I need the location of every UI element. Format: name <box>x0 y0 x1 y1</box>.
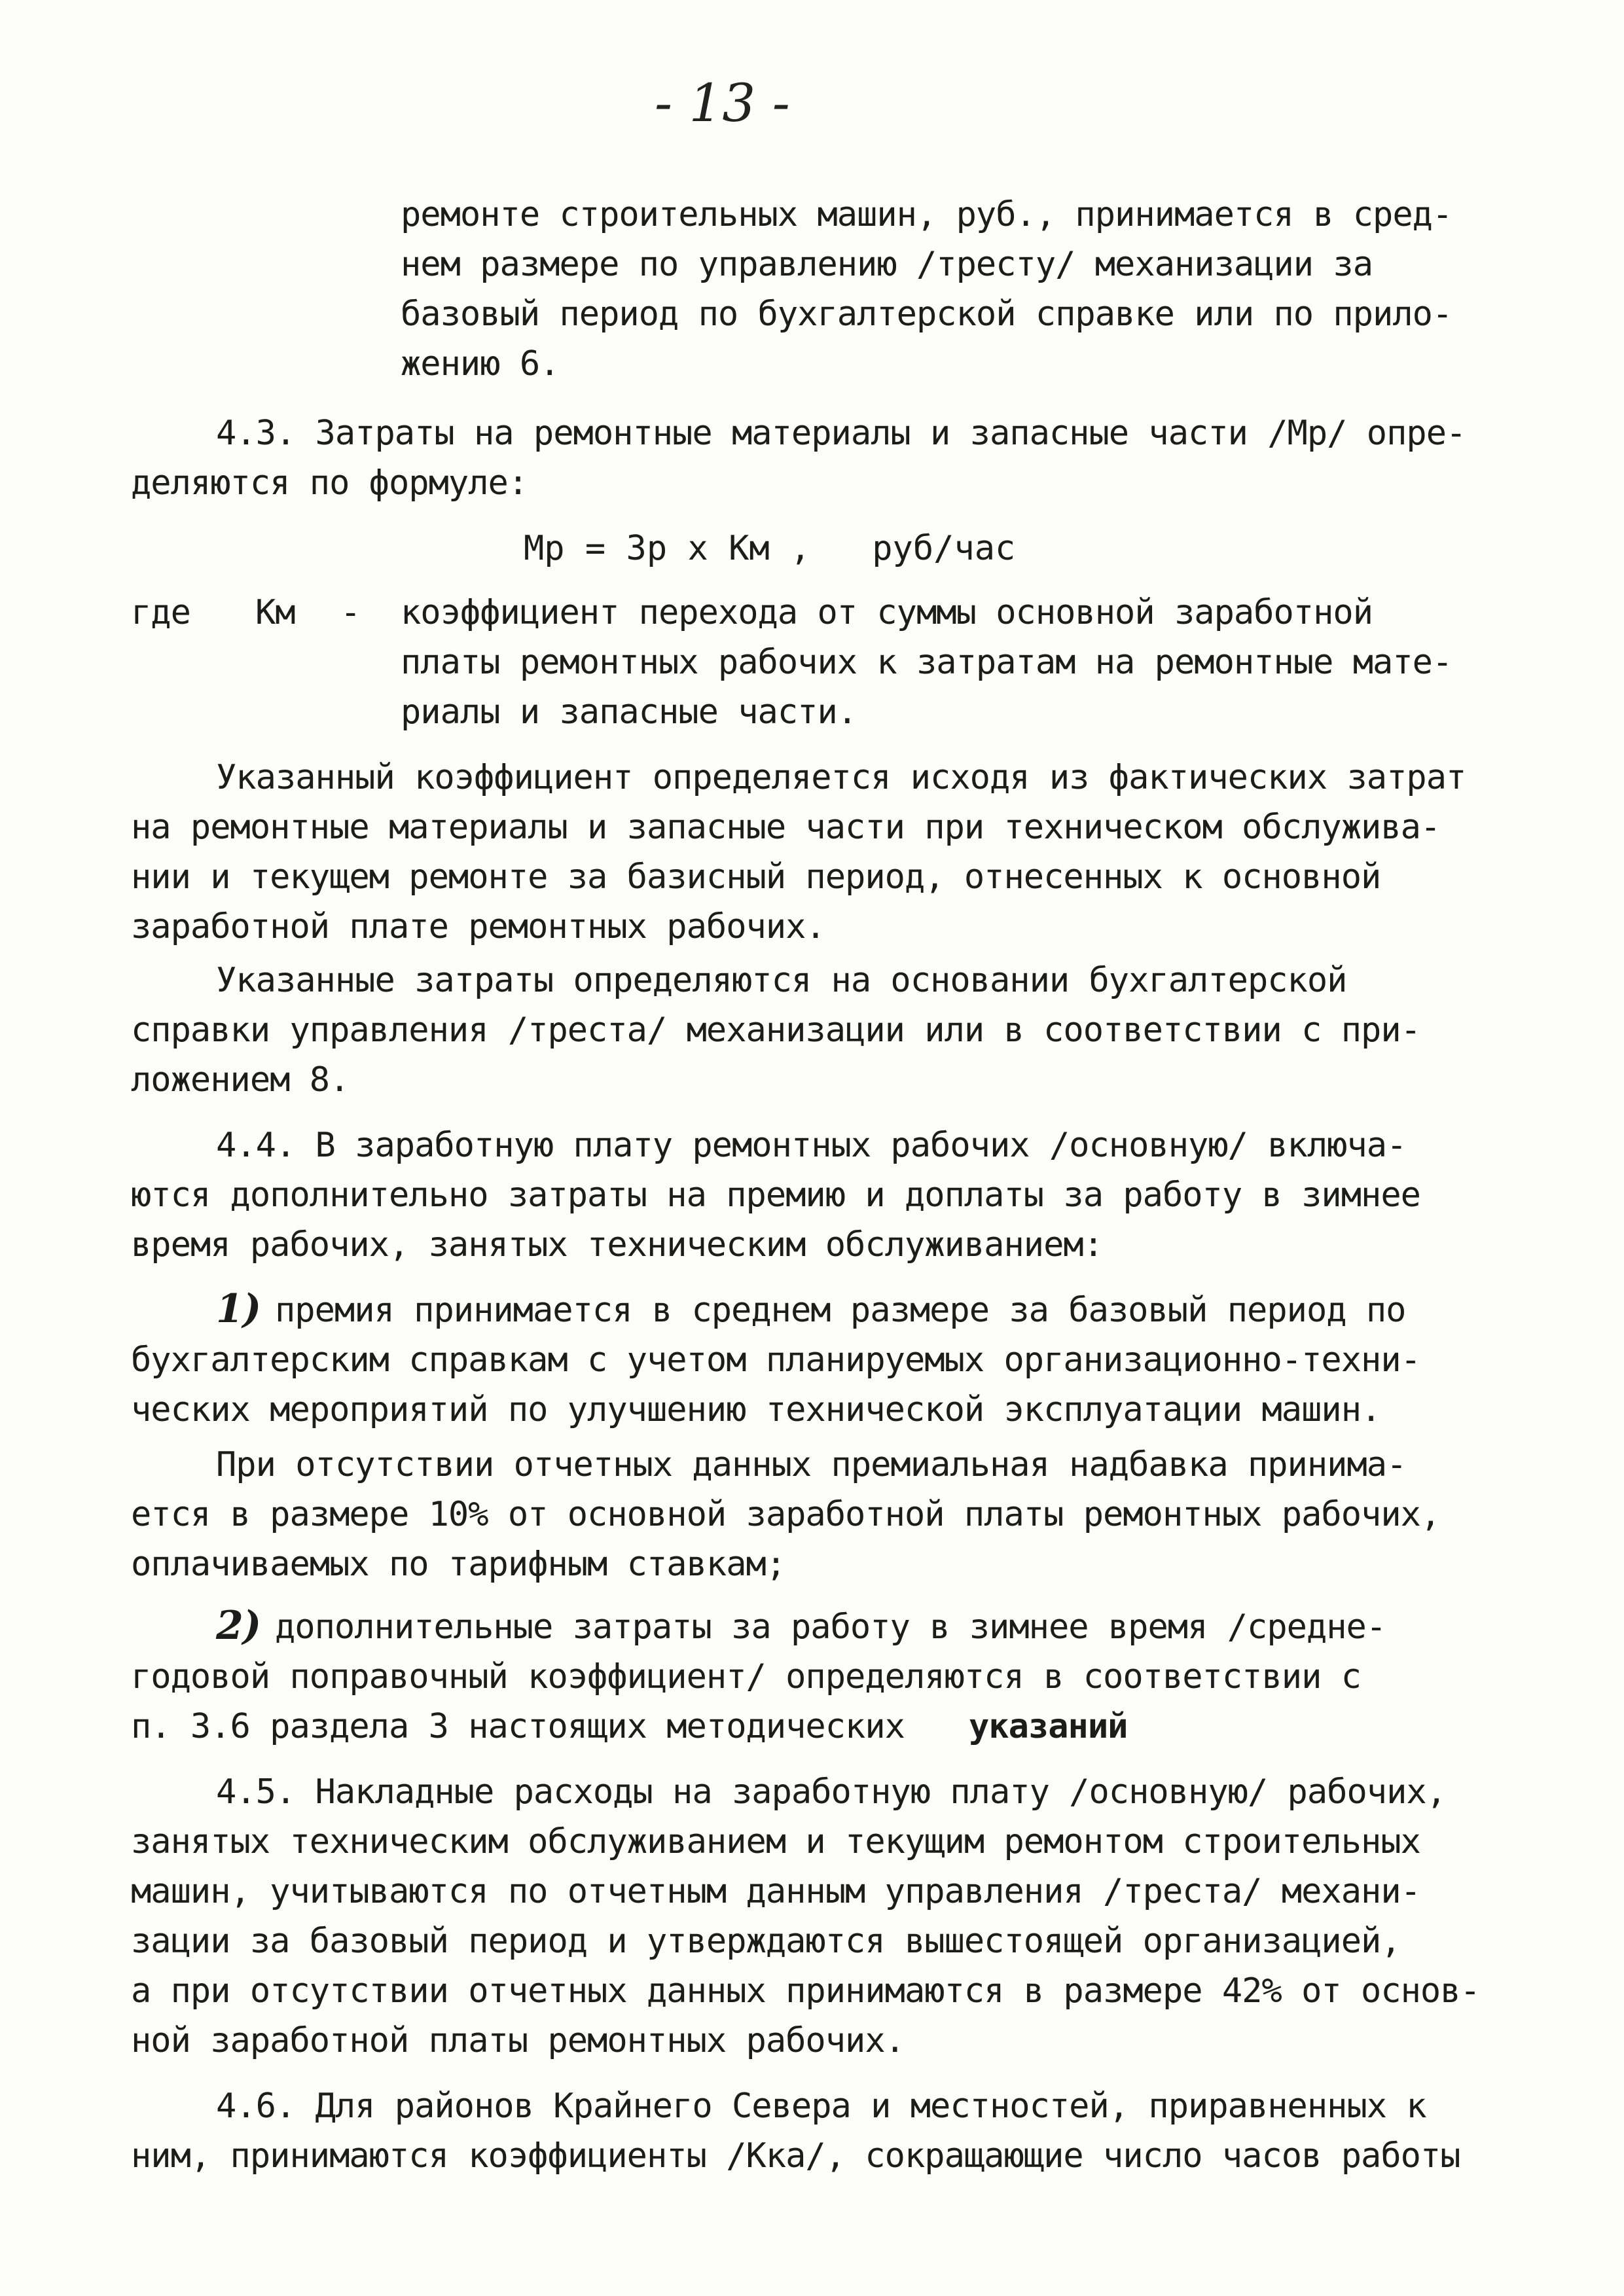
text-line: дополнительные затраты за работу в зимнее время /средне- <box>275 1607 1386 1647</box>
text-line: При отсутствии отчетных данных премиальная надбавка принима- <box>216 1445 1407 1484</box>
text-line: ним, принимаются коэффициенты /Кка/, сокращающие число часов работы <box>131 2136 1460 2176</box>
text-line: зации за базовый период и утверждаются вышестоящей организацией, <box>131 1922 1401 1961</box>
where-symbol: Км <box>255 593 295 632</box>
text-line: ческих мероприятий по улучшению технической эксплуатации машин. <box>131 1390 1381 1429</box>
text-line: премия принимается в среднем размере за базовый период по <box>275 1291 1406 1330</box>
text-line: жению 6. <box>401 344 560 384</box>
text-line: п. 3.6 раздела 3 настоящих методических <box>131 1707 905 1746</box>
text-line: ются дополнительно затраты на премию и доплаты за работу в зимнее <box>131 1175 1420 1215</box>
text-line: ложением 8. <box>131 1060 350 1100</box>
text-line: бухгалтерским справкам с учетом планируемых организационно-техни- <box>131 1340 1420 1380</box>
text-line: 4.6. Для районов Крайнего Севера и местностей, приравненных к <box>216 2087 1426 2126</box>
text-line: время рабочих, занятых техническим обслуживанием: <box>131 1225 1104 1265</box>
text-line: деляются по формуле: <box>131 463 528 503</box>
text-line: годовой поправочный коэффициент/ определяются в соответствии с <box>131 1657 1362 1696</box>
text-line: 4.3. Затраты на ремонтные материалы и запасные части /Мр/ опре- <box>216 414 1466 453</box>
text-line: нии и текущем ремонте за базисный период, отнесенных к основной <box>131 857 1381 897</box>
text-line: нем размере по управлению /тресту/ механизации за <box>401 245 1373 284</box>
text-line: занятых техническим обслуживанием и текущим ремонтом строительных <box>131 1822 1420 1861</box>
list-marker: 1) <box>216 1286 261 1332</box>
text-line: а при отсутствии отчетных данных принимаются в размере 42% от основ- <box>131 1971 1480 2011</box>
text-line: коэффициент перехода от суммы основной заработной <box>401 593 1373 632</box>
where-dash: - <box>340 593 361 632</box>
text-line: ремонте строительных машин, руб., принимается в сред- <box>401 195 1453 234</box>
text-line: ной заработной платы ремонтных рабочих. <box>131 2021 905 2060</box>
formula: Мр = Зр х Км , руб/час <box>524 529 1016 568</box>
text-line: ется в размере 10% от основной заработной платы ремонтных рабочих, <box>131 1495 1441 1534</box>
list-marker: 2) <box>216 1603 261 1649</box>
text-line: платы ремонтных рабочих к затратам на ремонтные мате- <box>401 643 1453 682</box>
text-line: машин, учитываются по отчетным данным управления /треста/ механи- <box>131 1872 1420 1911</box>
text-line: риалы и запасные части. <box>401 692 857 732</box>
text-line: 4.5. Накладные расходы на заработную плату /основную/ рабочих, <box>216 1772 1447 1812</box>
text-line: 4.4. В заработную плату ремонтных рабочих /основную/ включа- <box>216 1126 1407 1165</box>
text-line: на ремонтные материалы и запасные части при техническом обслужива- <box>131 808 1441 847</box>
text-line: заработной плате ремонтных рабочих. <box>131 907 825 946</box>
text-line: Указанный коэффициент определяется исходя из фактических затрат <box>216 758 1466 797</box>
where-label: где <box>131 593 190 632</box>
page-number: - 13 - <box>655 73 790 134</box>
text-line: оплачиваемых по тарифным ставкам; <box>131 1545 786 1584</box>
text-line: справки управления /треста/ механизации или в соответствии с при- <box>131 1011 1420 1050</box>
text-word: указаний <box>969 1707 1128 1746</box>
text-line: Указанные затраты определяются на основании бухгалтерской <box>216 961 1347 1000</box>
text-line: базовый период по бухгалтерской справке или по прило- <box>401 295 1453 334</box>
